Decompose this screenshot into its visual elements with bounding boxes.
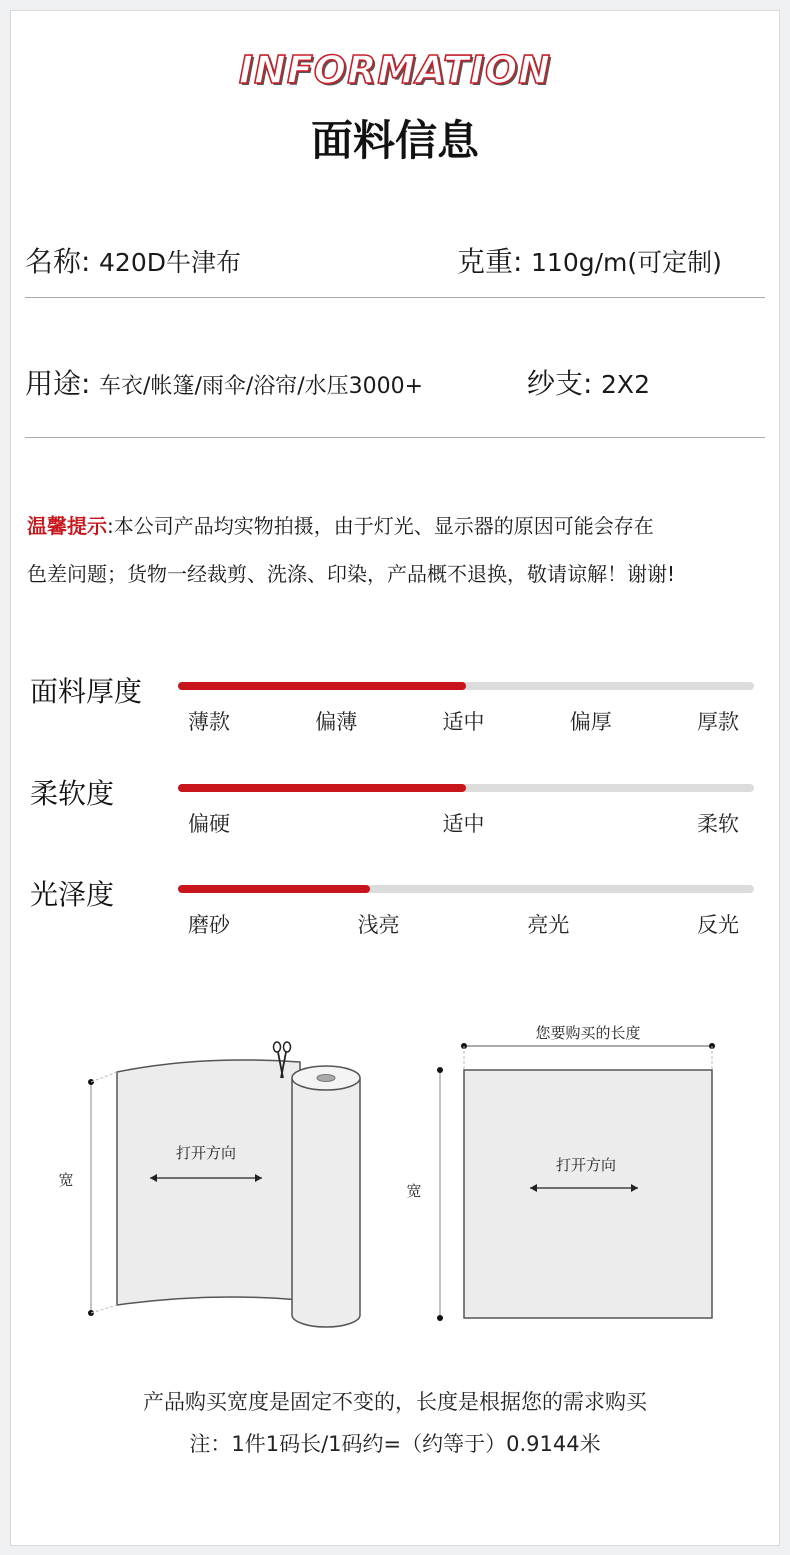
scale-track xyxy=(178,784,754,792)
english-title: INFORMATION xyxy=(238,48,552,92)
footer-line1: 产品购买宽度是固定不变的，长度是根据您的需求购买 xyxy=(143,1390,647,1414)
scale-label: 面料厚度 xyxy=(30,675,143,708)
scale-tick-label: 适中 xyxy=(442,710,485,734)
use-value: 车衣/帐篷/雨伞/浴帘/水压3000+ xyxy=(99,374,424,399)
yarn-label: 纱支: xyxy=(527,367,593,400)
yarn-row xyxy=(527,362,650,402)
footer-line2: 注：1件1码长/1码约=（约等于）0.9144米 xyxy=(189,1432,601,1456)
name-label: 名称: xyxy=(25,245,91,278)
weight-value: 110g/m(可定制) xyxy=(531,248,722,277)
scale-tick-label: 厚款 xyxy=(697,710,739,734)
scale-tick-label: 反光 xyxy=(697,913,739,937)
scale-tick-label: 亮光 xyxy=(527,913,570,937)
scale-label: 柔软度 xyxy=(30,777,115,810)
scale-tick-label: 偏薄 xyxy=(315,710,358,734)
right-width-label: 宽 xyxy=(406,1182,422,1200)
notice-label: 温馨提示 xyxy=(27,514,107,538)
scale-tick-label: 偏硬 xyxy=(188,812,230,836)
scale-tick-label: 薄款 xyxy=(188,710,230,734)
use-label: 用途: xyxy=(25,367,91,400)
yarn-value: 2X2 xyxy=(601,370,650,399)
scale-fill xyxy=(178,784,466,792)
use-row xyxy=(25,362,423,402)
fabric-diagram xyxy=(0,1010,790,1350)
scale-track xyxy=(178,682,754,690)
scale-fill xyxy=(178,682,466,690)
fabric-roll-illustration xyxy=(88,1060,360,1327)
scale-tick-label: 磨砂 xyxy=(188,913,230,937)
left-direction-label: 打开方向 xyxy=(175,1144,237,1162)
notice-line2: 色差问题；货物一经裁剪、洗涤、印染，产品概不退换，敬请谅解！谢谢! xyxy=(27,562,676,586)
scale-tick-label: 偏厚 xyxy=(569,710,612,734)
flat-fabric-illustration xyxy=(437,1043,715,1321)
notice-line1: :本公司产品均实物拍摄，由于灯光、显示器的原因可能会存在 xyxy=(107,514,654,538)
weight-row xyxy=(457,240,722,280)
scale-label: 光泽度 xyxy=(30,878,115,911)
divider xyxy=(25,437,765,438)
notice xyxy=(27,502,772,598)
scale-fill xyxy=(178,885,370,893)
scale-tick-label: 浅亮 xyxy=(357,913,400,937)
right-length-label: 您要购买的长度 xyxy=(535,1024,641,1042)
scale-track xyxy=(178,885,754,893)
right-direction-label: 打开方向 xyxy=(555,1156,617,1174)
left-width-label: 宽 xyxy=(58,1171,74,1189)
page-title: 面料信息 xyxy=(310,116,479,165)
name-value: 420D牛津布 xyxy=(99,248,241,277)
scale-tick-label: 柔软 xyxy=(697,812,739,836)
name-row xyxy=(25,240,241,280)
weight-label: 克重: xyxy=(457,245,523,278)
divider xyxy=(25,297,765,298)
scale-tick-label: 适中 xyxy=(442,812,485,836)
